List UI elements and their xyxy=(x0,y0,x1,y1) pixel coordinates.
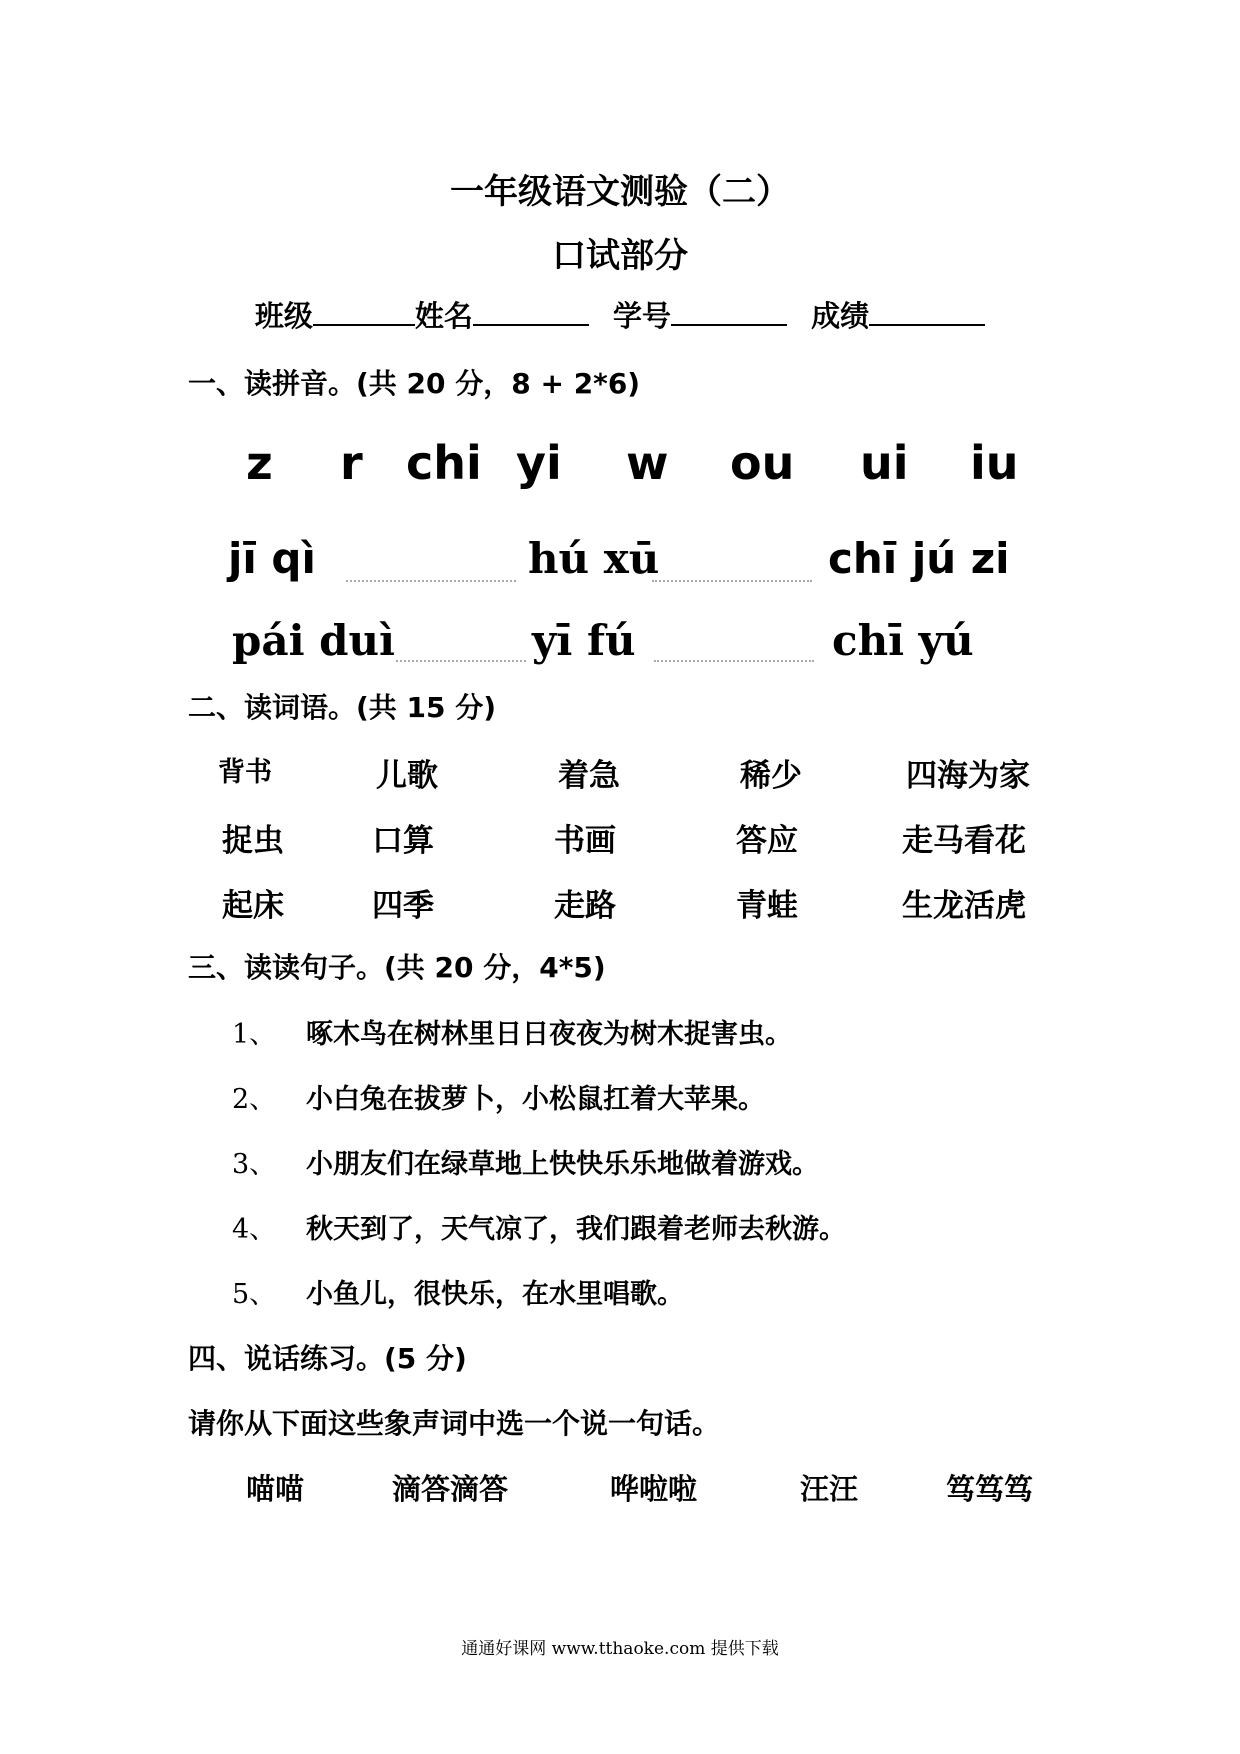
vocab-word: 着急 xyxy=(558,758,620,794)
vocab-word: 起床 xyxy=(222,888,284,924)
sentence-number: 1、 xyxy=(232,1019,277,1050)
vocab-word: 背书 xyxy=(218,757,272,788)
name-label: 姓名 xyxy=(414,299,473,333)
sentence-number: 3、 xyxy=(232,1149,277,1180)
class-blank[interactable] xyxy=(313,298,415,326)
id-label: 学号 xyxy=(613,299,672,333)
syllable: yi xyxy=(516,436,562,490)
vocab-word: 青蛙 xyxy=(736,888,798,924)
vocab-word: 生龙活虎 xyxy=(902,888,1026,924)
vocab-word: 答应 xyxy=(736,823,798,859)
sentence-text: 啄木鸟在树林里日日夜夜为树木捉害虫。 xyxy=(306,1019,792,1050)
section2-heading: 二、读词语。(共 15 分) xyxy=(188,691,497,724)
id-blank[interactable] xyxy=(671,298,787,326)
dotted-separator xyxy=(652,580,812,582)
syllable: ou xyxy=(730,436,795,490)
sentence-text: 秋天到了，天气凉了，我们跟着老师去秋游。 xyxy=(306,1214,846,1245)
sentence-text: 小鱼儿，很快乐，在水里唱歌。 xyxy=(306,1279,684,1310)
syllable: w xyxy=(626,436,669,490)
student-info-line xyxy=(0,294,1240,335)
syllable: ui xyxy=(860,436,909,490)
vocab-word: 口算 xyxy=(372,823,434,859)
sentence-number: 2、 xyxy=(232,1084,277,1115)
footer-text: 通通好课网 www.tthaoke.com 提供下载 xyxy=(461,1639,779,1659)
pinyin-word: yī fú xyxy=(532,616,636,665)
section1-heading: 一、读拼音。(共 20 分，8 + 2*6) xyxy=(188,367,641,400)
section3-heading: 三、读读句子。(共 20 分，4*5) xyxy=(188,951,606,984)
pinyin-word: hú xū xyxy=(528,534,660,583)
syllable: iu xyxy=(970,436,1019,490)
section4-heading: 四、说话练习。(5 分) xyxy=(188,1342,467,1375)
class-label: 班级 xyxy=(254,299,313,333)
onomatopoeia-word: 汪汪 xyxy=(800,1472,859,1506)
section4-instruction: 请你从下面这些象声词中选一个说一句话。 xyxy=(188,1407,721,1440)
vocab-word: 稀少 xyxy=(740,758,802,794)
vocab-word: 捉虫 xyxy=(222,823,284,859)
dotted-separator xyxy=(396,660,526,662)
vocab-word: 四季 xyxy=(372,888,434,924)
dotted-separator xyxy=(654,660,814,662)
name-blank[interactable] xyxy=(473,298,589,326)
sentence-number: 4、 xyxy=(232,1214,277,1245)
syllable: r xyxy=(340,436,363,490)
vocab-word: 走马看花 xyxy=(902,823,1026,859)
pinyin-word: chī jú zi xyxy=(828,534,1010,583)
score-label: 成绩 xyxy=(811,299,870,333)
dotted-separator xyxy=(346,580,516,582)
syllable: z xyxy=(246,436,273,490)
page-subtitle: 口试部分 xyxy=(552,236,688,276)
syllable: chi xyxy=(406,436,482,490)
score-blank[interactable] xyxy=(869,298,985,326)
sentence-text: 小白兔在拔萝卜，小松鼠扛着大苹果。 xyxy=(306,1084,765,1115)
onomatopoeia-word: 笃笃笃 xyxy=(946,1472,1034,1506)
pinyin-word: jī qì xyxy=(228,534,316,583)
onomatopoeia-word: 喵喵 xyxy=(246,1472,305,1506)
onomatopoeia-word: 哗啦啦 xyxy=(610,1472,698,1506)
vocab-word: 书画 xyxy=(554,823,616,859)
pinyin-word: pái duì xyxy=(232,616,396,665)
onomatopoeia-word: 滴答滴答 xyxy=(392,1472,509,1506)
sentence-number: 5、 xyxy=(232,1279,277,1310)
vocab-word: 走路 xyxy=(554,888,616,924)
vocab-word: 儿歌 xyxy=(376,758,438,794)
pinyin-word: chī yú xyxy=(832,616,974,665)
page-title: 一年级语文测验（二） xyxy=(450,172,790,212)
vocab-word: 四海为家 xyxy=(906,758,1030,794)
sentence-text: 小朋友们在绿草地上快快乐乐地做着游戏。 xyxy=(306,1149,819,1180)
